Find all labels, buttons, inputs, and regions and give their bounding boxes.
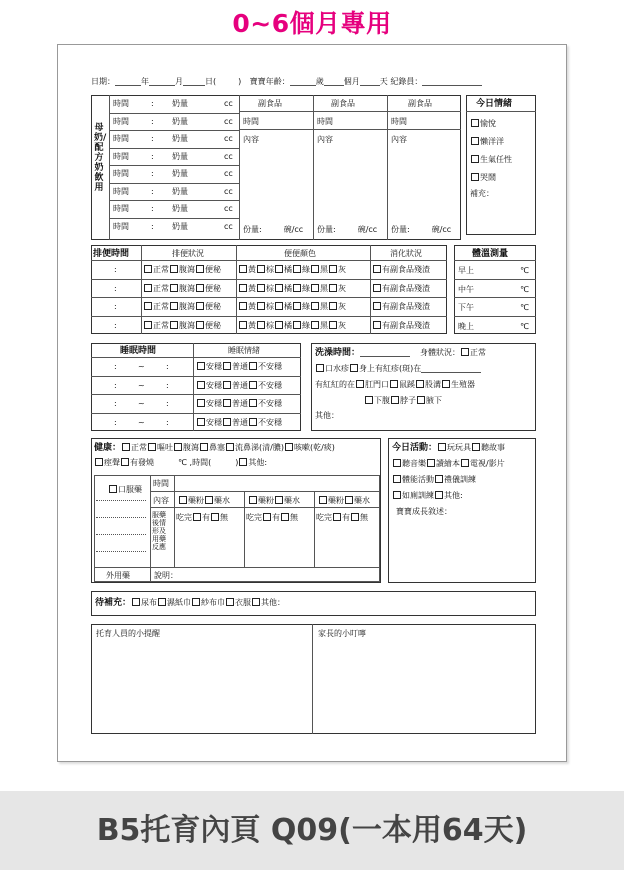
milk-unit: cc xyxy=(224,99,233,108)
checkbox[interactable] xyxy=(319,496,327,504)
date-label: 日期： xyxy=(91,77,115,86)
temp-row-line xyxy=(454,279,536,280)
checkbox[interactable] xyxy=(196,284,204,292)
med-type-options: 藥粉 藥水 xyxy=(318,496,370,506)
checkbox[interactable] xyxy=(281,513,289,521)
sleep-row-line xyxy=(91,376,301,377)
checkbox[interactable] xyxy=(211,513,219,521)
solid-portion-3: 份量: 碗/cc xyxy=(391,225,452,234)
med-reaction-options: 吃完 有 無 xyxy=(316,513,368,522)
mood-option: 愉悅 xyxy=(470,119,496,129)
checkbox[interactable] xyxy=(311,284,319,292)
checkbox[interactable] xyxy=(144,302,152,310)
checkbox[interactable] xyxy=(249,362,257,370)
sleep-mood-options: 安穩 普通 不安穩 xyxy=(196,362,282,372)
sleep-tilde: ~ xyxy=(138,362,145,371)
solid-content-1: 內容 xyxy=(243,135,259,144)
med-content-label: 內容 xyxy=(153,496,169,505)
stool-time-colon: : xyxy=(114,320,117,330)
milk-row-line xyxy=(109,165,239,166)
stool-header-condition: 排便狀況 xyxy=(172,249,204,258)
solid-content-2: 內容 xyxy=(317,135,333,144)
mood-option: 哭鬧 xyxy=(470,173,496,183)
milk-unit: cc xyxy=(224,151,233,161)
milk-row-line xyxy=(109,130,239,131)
checkbox[interactable] xyxy=(170,284,178,292)
checkbox[interactable] xyxy=(311,265,319,273)
stool-header-time: 排便時間 xyxy=(93,249,130,259)
stool-digest: 有副食品殘渣 xyxy=(372,321,430,331)
footer-title: B5托育內頁 Q09(一本用64天) xyxy=(96,813,528,848)
sleep-header-mood: 睡眠情緒 xyxy=(228,346,260,355)
milk-row-line xyxy=(109,200,239,201)
stool-condition: 正常 腹瀉 便秘 xyxy=(143,284,221,294)
checkbox[interactable] xyxy=(257,284,265,292)
checkbox[interactable] xyxy=(275,321,283,329)
temperature-slot: 下午 xyxy=(458,303,474,312)
temperature-unit: ℃ xyxy=(520,284,529,294)
activity-row-3: 體能活動 禮儀訓練 xyxy=(392,475,476,485)
day-label: 日( xyxy=(205,77,217,86)
stool-digest: 有副食品殘渣 xyxy=(372,265,430,275)
checkbox[interactable] xyxy=(293,265,301,273)
milk-amount-label: 奶量 xyxy=(172,134,188,143)
checkbox[interactable] xyxy=(197,399,205,407)
milk-time-label: 時間 xyxy=(113,186,129,196)
milk-amount-label: 奶量 xyxy=(172,99,188,108)
solid-portion-1: 份量: 碗/cc xyxy=(243,225,304,234)
checkbox[interactable] xyxy=(179,496,187,504)
temperature-unit: ℃ xyxy=(520,303,529,312)
med-reaction-label: 服藥後情形及用藥反應 xyxy=(152,511,166,551)
checkbox[interactable] xyxy=(197,362,205,370)
checkbox[interactable] xyxy=(373,284,381,292)
checkbox[interactable] xyxy=(293,321,301,329)
sleep-row-line xyxy=(91,413,301,414)
checkbox[interactable] xyxy=(311,321,319,329)
solid-header-3: 副食品 xyxy=(408,99,432,108)
sleep-colon: : xyxy=(114,399,117,408)
temp-row-line xyxy=(454,297,536,298)
sleep-colon: : xyxy=(166,362,169,371)
checkbox[interactable] xyxy=(196,302,204,310)
checkbox[interactable] xyxy=(205,496,213,504)
milk-time-label: 時間 xyxy=(113,151,129,161)
sleep-mood-options: 安穩 普通 不安穩 xyxy=(196,418,282,428)
health-row-2: 痙聲 有發燒 ℃ ,時間( ) 其他: xyxy=(94,458,267,468)
bath-line-1: 洗澡時間： 身體狀況： 正常 xyxy=(315,348,487,358)
activity-row-1: 今日活動： 玩玩具 聽故事 xyxy=(392,443,506,453)
mood-section xyxy=(466,95,536,235)
activity-row-4: 如廁訓練 其他: xyxy=(392,491,463,501)
checkbox[interactable] xyxy=(471,137,479,145)
checkbox[interactable] xyxy=(311,302,319,310)
temperature-unit: ℃ xyxy=(520,266,529,275)
age-months-label: 個月 xyxy=(343,77,360,86)
temperature-slot: 早上 xyxy=(458,266,474,275)
checkbox[interactable] xyxy=(329,265,337,273)
checkbox[interactable] xyxy=(193,513,201,521)
checkbox[interactable] xyxy=(249,496,257,504)
checkbox[interactable] xyxy=(263,513,271,521)
solid-portion-2: 份量: 碗/cc xyxy=(317,225,378,234)
checkbox[interactable] xyxy=(196,321,204,329)
bath-line-2: 口水疹 身上有紅疹(斑)在 xyxy=(315,364,481,374)
stool-header-color: 便便顏色 xyxy=(284,249,316,258)
checkbox[interactable] xyxy=(373,265,381,273)
checkbox[interactable] xyxy=(239,284,247,292)
milk-unit: cc xyxy=(224,116,233,126)
checkbox[interactable] xyxy=(373,321,381,329)
med-type-options: 藥粉 藥水 xyxy=(248,496,300,506)
temp-row-line xyxy=(454,316,536,317)
stool-condition: 正常 腹瀉 便秘 xyxy=(143,302,221,312)
milk-unit: cc xyxy=(224,221,233,231)
checkbox[interactable] xyxy=(275,302,283,310)
sleep-tilde: ~ xyxy=(138,417,145,427)
checkbox[interactable] xyxy=(170,321,178,329)
stool-row-line xyxy=(91,279,447,280)
med-reaction-options: 吃完 有 無 xyxy=(246,513,298,522)
year-label: 年 xyxy=(141,77,149,86)
solid-header-1: 副食品 xyxy=(258,99,282,108)
notes-section xyxy=(91,624,536,734)
milk-colon: : xyxy=(151,186,154,196)
sleep-colon: : xyxy=(166,417,169,427)
checkbox[interactable] xyxy=(144,284,152,292)
milk-amount-label: 奶量 xyxy=(172,204,188,213)
milk-unit: cc xyxy=(224,204,233,213)
solid-time-1: 時間 xyxy=(243,117,259,126)
sleep-row-line xyxy=(91,394,301,395)
checkbox[interactable] xyxy=(249,399,257,407)
checkbox[interactable] xyxy=(239,321,247,329)
external-medicine-label: 外用藥 xyxy=(106,571,130,580)
milk-colon: : xyxy=(151,169,154,178)
checkbox[interactable] xyxy=(239,265,247,273)
temperature-slot: 中午 xyxy=(458,284,474,294)
checkbox[interactable] xyxy=(197,381,205,389)
mood-note: 補充： xyxy=(470,189,494,198)
milk-time-label: 時間 xyxy=(113,134,129,143)
checkbox[interactable] xyxy=(223,362,231,370)
milk-amount-label: 奶量 xyxy=(172,186,188,196)
stool-row-line xyxy=(91,297,447,298)
date-line xyxy=(91,77,482,87)
baby-age-label: 寶寶年齡： xyxy=(249,77,290,86)
milk-colon: : xyxy=(151,204,154,213)
temperature-unit: ℃ xyxy=(520,321,529,331)
stool-digest: 有副食品殘渣 xyxy=(372,284,430,294)
checkbox[interactable] xyxy=(257,302,265,310)
checkbox[interactable] xyxy=(345,496,353,504)
recorder-label: 紀錄員： xyxy=(390,77,423,86)
mood-option: 生氣任性 xyxy=(470,155,512,165)
checkbox[interactable] xyxy=(196,265,204,273)
solid-header-2: 副食品 xyxy=(331,99,355,108)
checkbox[interactable] xyxy=(275,496,283,504)
health-row-1: 健康： 正常 嘔吐 腹瀉 鼻塞 流鼻涕(清/膿) 咳嗽(乾/痰) xyxy=(94,443,335,453)
sleep-mood-options: 安穩 普通 不安穩 xyxy=(196,381,282,391)
checkbox[interactable] xyxy=(471,155,479,163)
checkbox[interactable] xyxy=(223,418,231,426)
checkbox[interactable] xyxy=(293,284,301,292)
milk-colon: : xyxy=(151,116,154,126)
checkbox[interactable] xyxy=(329,284,337,292)
milk-vertical-label: 母奶/配方奶飲用 xyxy=(94,123,107,193)
stool-condition: 正常 腹瀉 便秘 xyxy=(143,265,221,275)
med-type-options: 藥粉 藥水 xyxy=(178,496,230,506)
med-reaction-options: 吃完 有 無 xyxy=(176,513,228,522)
temperature-title: 體溫測量 xyxy=(472,249,509,259)
mood-option: 懶洋洋 xyxy=(470,137,504,147)
explain-label: 說明： xyxy=(154,571,178,580)
milk-time-label: 時間 xyxy=(113,169,129,178)
checkbox[interactable] xyxy=(249,418,257,426)
sleep-colon: : xyxy=(114,380,117,390)
milk-row-line xyxy=(109,113,239,114)
checkbox[interactable] xyxy=(170,302,178,310)
paren-label: ) xyxy=(238,77,242,86)
milk-amount-label: 奶量 xyxy=(172,116,188,126)
stool-condition: 正常 腹瀉 便秘 xyxy=(143,321,221,331)
page-heading: 0~6個月專用 xyxy=(232,9,392,38)
checkbox[interactable] xyxy=(257,265,265,273)
age-days-label: 天 xyxy=(379,77,388,86)
sleep-tilde: ~ xyxy=(138,399,145,408)
checkbox[interactable] xyxy=(329,321,337,329)
stool-time-colon: : xyxy=(114,265,117,274)
stool-color: 黃 棕 橘 綠 黑 灰 xyxy=(238,284,346,294)
milk-colon: : xyxy=(151,151,154,161)
med-time-label: 時間 xyxy=(153,479,169,488)
milk-unit: cc xyxy=(224,169,233,178)
checkbox[interactable] xyxy=(239,302,247,310)
milk-amount-label: 奶量 xyxy=(172,169,188,178)
bath-line-4: 下腹 脖子 腋下 xyxy=(364,396,442,406)
milk-row-line xyxy=(109,218,239,219)
sleep-colon: : xyxy=(114,362,117,371)
milk-colon: : xyxy=(151,99,154,108)
checkbox[interactable] xyxy=(333,513,341,521)
sleep-header-time: 睡眠時間 xyxy=(120,346,157,356)
checkbox[interactable] xyxy=(275,265,283,273)
checkbox[interactable] xyxy=(275,284,283,292)
temperature-slot: 晚上 xyxy=(458,321,474,331)
checkbox[interactable] xyxy=(144,265,152,273)
sleep-colon: : xyxy=(166,399,169,408)
milk-unit: cc xyxy=(224,134,233,143)
checkbox[interactable] xyxy=(144,321,152,329)
milk-amount-label: 奶量 xyxy=(172,151,188,161)
oral-medicine-label: 口服藥 xyxy=(108,485,142,495)
stool-time-colon: : xyxy=(114,302,117,311)
checkbox[interactable] xyxy=(329,302,337,310)
milk-time-label: 時間 xyxy=(113,221,129,231)
stool-color: 黃 棕 橘 綠 黑 灰 xyxy=(238,265,346,275)
sleep-colon: : xyxy=(166,380,169,390)
mood-title: 今日情緒 xyxy=(476,99,513,109)
milk-unit: cc xyxy=(224,186,233,196)
month-label: 月 xyxy=(175,77,183,86)
solid-time-3: 時間 xyxy=(391,117,407,126)
stool-color: 黃 棕 橘 綠 黑 灰 xyxy=(238,321,346,331)
milk-colon: : xyxy=(151,134,154,143)
checkbox[interactable] xyxy=(170,265,178,273)
milk-row-line xyxy=(109,148,239,149)
footer-bar xyxy=(0,791,624,870)
milk-colon: : xyxy=(151,221,154,231)
milk-time-label: 時間 xyxy=(113,204,129,213)
solid-time-2: 時間 xyxy=(317,117,333,126)
bath-line-3: 有紅紅的在 肛門口 鼠蹊 股溝 生殖器 xyxy=(315,380,475,389)
sleep-mood-options: 安穩 普通 不安穩 xyxy=(196,399,282,409)
daily-record-sheet xyxy=(57,44,567,762)
age-years-label: 歲 xyxy=(315,77,324,86)
supply-row: 待補充： 尿布 濕紙巾 紗布巾 衣服 其他： xyxy=(95,598,286,608)
activity-row-2: 聽音樂 讀繪本 電視/影片 xyxy=(392,459,505,469)
checkbox[interactable] xyxy=(197,418,205,426)
checkbox[interactable] xyxy=(249,381,257,389)
stool-color: 黃 棕 橘 綠 黑 灰 xyxy=(238,302,346,312)
sleep-tilde: ~ xyxy=(138,380,145,390)
checkbox[interactable] xyxy=(293,302,301,310)
solid-content-3: 內容 xyxy=(391,135,407,144)
stool-row-line xyxy=(91,316,447,317)
milk-time-label: 時間 xyxy=(113,116,129,126)
caregiver-note-label: 托育人員的小提醒 xyxy=(96,629,160,638)
parent-note-label: 家長的小叮嚀 xyxy=(318,629,366,638)
milk-amount-label: 奶量 xyxy=(172,221,188,231)
checkbox[interactable] xyxy=(223,399,231,407)
checkbox[interactable] xyxy=(351,513,359,521)
checkbox[interactable] xyxy=(471,173,479,181)
stool-header-digest: 消化狀況 xyxy=(390,249,422,258)
milk-time-label: 時間 xyxy=(113,99,129,108)
bath-other: 其他： xyxy=(315,411,339,420)
growth-label: 寶寶成長敘述： xyxy=(396,507,452,516)
stool-time-colon: : xyxy=(114,283,117,293)
sleep-colon: : xyxy=(114,417,117,427)
checkbox[interactable] xyxy=(223,381,231,389)
stool-digest: 有副食品殘渣 xyxy=(372,302,430,312)
checkbox[interactable] xyxy=(373,302,381,310)
checkbox[interactable] xyxy=(471,119,479,127)
checkbox[interactable] xyxy=(257,321,265,329)
milk-row-line xyxy=(109,183,239,184)
